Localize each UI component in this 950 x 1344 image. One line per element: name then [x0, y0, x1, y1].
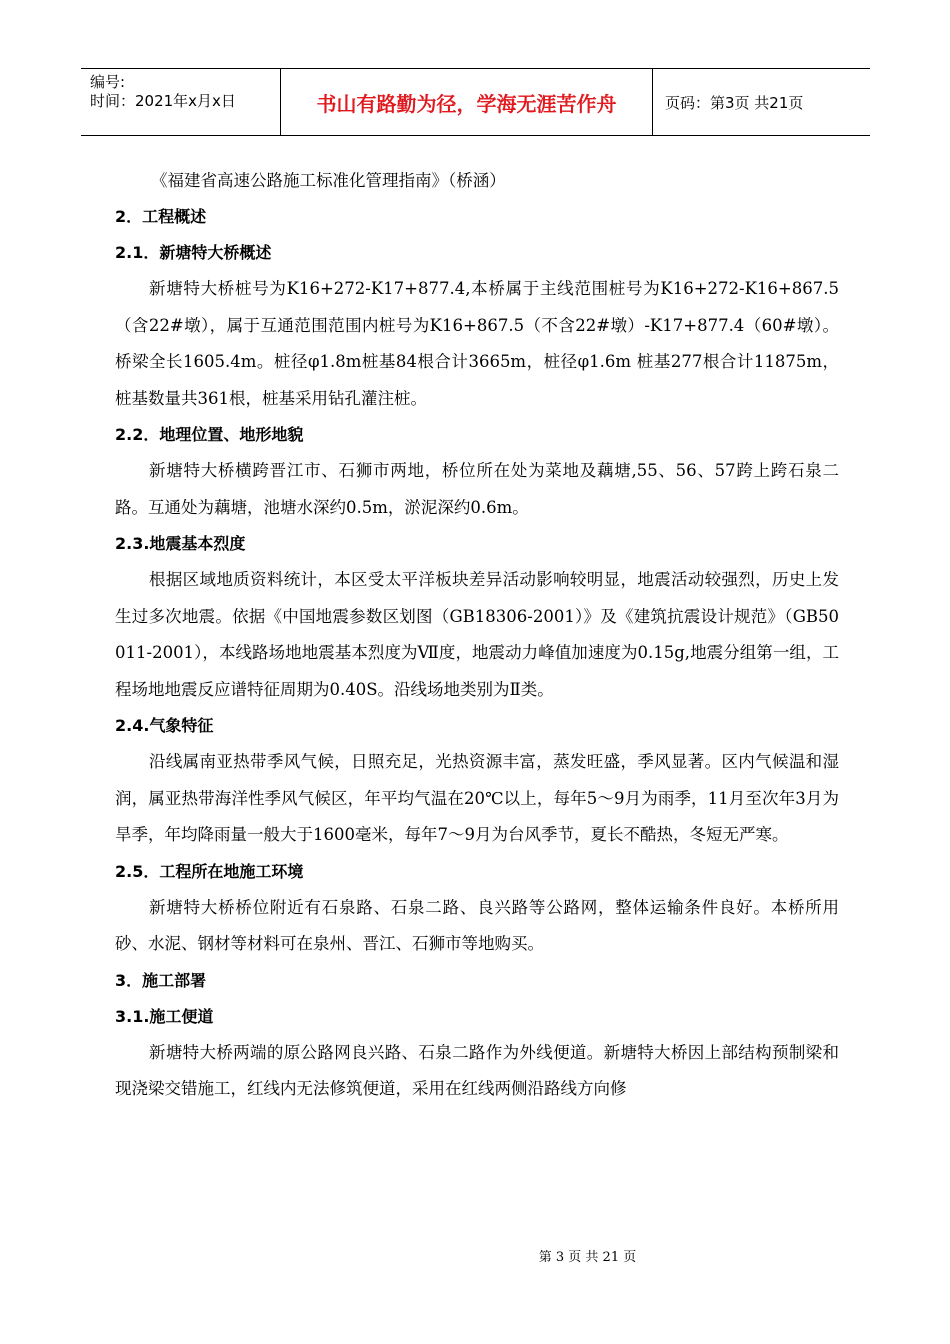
section-heading-2: 2．工程概述: [115, 207, 207, 226]
number-label: 编号:: [90, 73, 126, 91]
time-label: 时间：2021年x月x日: [90, 92, 236, 110]
section-heading-2-3: 2.3.地震基本烈度: [115, 534, 246, 553]
section-heading-2-2: 2.2．地理位置、地形地貌: [115, 425, 304, 444]
page-footer: [0, 1246, 950, 1265]
header-motto: 书山有路勤为径，学海无涯苦作舟: [281, 69, 653, 135]
section-heading-2-1: 2.1．新塘特大桥概述: [115, 243, 272, 262]
section-paragraph-2-3: 根据区域地质资料统计，本区受太平洋板块差异活动影响较明显，地震活动较强烈，历史上发生过多次地震。依据《中国地震参数区划图（GB18306-2001）》及《建筑抗震设计规范》（GB50011-2001），本线路场地地震基本烈度为Ⅶ度，地震动力峰值加速度为0.15g,地震分组第一组，工程场地地震反应谱特征周期为0.40S。沿线场地类别为Ⅱ类。: [115, 570, 839, 699]
section-heading-2-5: 2.5．工程所在地施工环境: [115, 861, 304, 881]
reference-line: 《福建省高速公路施工标准化管理指南》（桥涵）: [151, 171, 506, 190]
header-page-info: 页码：第3页 共21页: [665, 93, 804, 112]
section-heading-3-1: 3.1.施工便道: [115, 1006, 214, 1026]
footer-page-number: 第 3 页 共 21 页: [538, 1250, 637, 1265]
section-paragraph-2-2: 新塘特大桥横跨晋江市、石狮市两地，桥位所在处为菜地及藕塘,55、56、57跨上跨石泉二路。互通处为藕塘，池塘水深约0.5m，淤泥深约0.6m。: [115, 461, 839, 517]
section-paragraph-3-1: 新塘特大桥两端的原公路网良兴路、石泉二路作为外线便道。新塘特大桥因上部结构预制梁和现浇梁交错施工，红线内无法修筑便道，采用在红线两侧沿路线方向修: [115, 1042, 839, 1098]
page-header: [81, 68, 870, 136]
section-paragraph-2-1: 新塘特大桥桩号为K16+272-K17+877.4,本桥属于主线范围桩号为K16+272-K16+867.5（含22#墩），属于互通范围范围内桩号为K16+867.5（不含22#墩）-K17+877.4（60#墩）。桥梁全长1605.4m。桩径φ1.8m桩基84根合计3665m，桩径φ1.6m 桩基277根合计11875m，桩基数量共361根，桩基采用钻孔灌注桩。: [115, 279, 839, 408]
section-heading-3: 3．施工部署: [115, 970, 207, 990]
section-paragraph-2-4: 沿线属南亚热带季风气候，日照充足，光热资源丰富，蒸发旺盛，季风显著。区内气候温和湿润，属亚热带海洋性季风气候区，年平均气温在20℃以上，每年5～9月为雨季，11月至次年3月为旱季，年均降雨量一般大于1600毫米，每年7～9月为台风季节，夏长不酷热，冬短无严寒。: [115, 752, 839, 844]
section-paragraph-2-5: 新塘特大桥桥位附近有石泉路、石泉二路、良兴路等公路网，整体运输条件良好。本桥所用砂、水泥、钢材等材料可在泉州、晋江、石狮市等地购买。: [115, 897, 839, 953]
header-meta: [81, 69, 281, 135]
document-body: [115, 163, 839, 1108]
section-heading-2-4: 2.4.气象特征: [115, 716, 214, 735]
